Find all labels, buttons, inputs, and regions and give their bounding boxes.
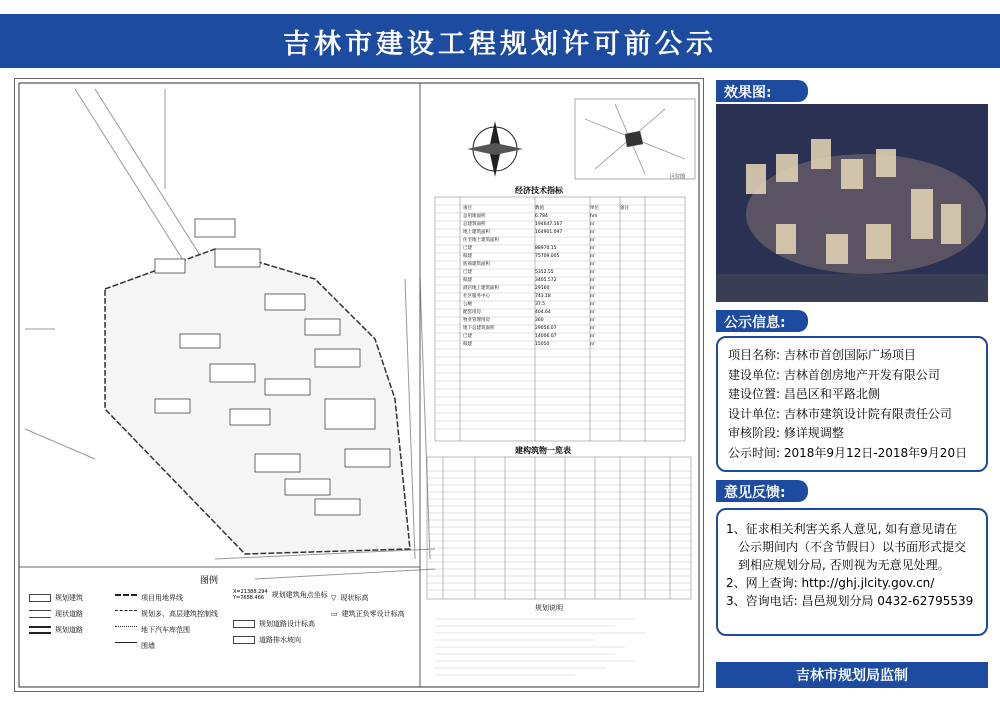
review-stage: 审核阶段: 修详规调整 [728,426,844,440]
legend-label: 规划多、高层建筑控制线 [141,610,218,618]
econ-cell: 194647.167 [535,222,563,227]
info-heading: 公示信息: [716,310,808,332]
econ-cell: 底商建筑面积 [463,262,490,267]
econ-cell: ㎡ [590,238,595,243]
econ-cell: 酒店地上建筑面积 [463,286,499,291]
location-map-label: 区位图 [670,174,686,180]
econ-cell: 360 [535,318,544,323]
legend-label: 围墙 [141,642,155,650]
legend-label: 道路排水坡向 [259,636,301,644]
econ-cell: 75709.005 [535,254,560,259]
econ-cell: 14006.07 [535,334,557,339]
planning-notes-title: 规划说明 [535,604,563,612]
legend-swatch [29,594,51,602]
econ-cell: ㎡ [590,326,595,331]
econ-cell: 拟建 [463,342,472,347]
site-plan-drawing [14,78,704,692]
planning-notes-lines [435,619,645,675]
econ-col-header: 单位 [590,206,599,211]
econ-table-row [463,293,693,301]
legend-swatch [115,610,137,618]
legend-label: 规划建筑角点坐标 [271,591,328,599]
econ-table-header [463,205,693,213]
econ-cell: 配套用房 [463,310,481,315]
elevation-marker-icon: ▽ [331,594,337,602]
north-arrow [467,121,523,177]
econ-cell: ㎡ [590,278,595,283]
econ-table-row [463,213,693,221]
effect-heading: 效果图: [716,80,808,102]
legend-label: 规划道路 [55,626,83,634]
econ-table-row [463,325,693,333]
building-table-title: 建构筑物一览表 [515,446,571,455]
econ-cell: 公厕 [463,302,472,307]
legend-road-elevation [233,619,315,629]
builder: 建设单位: 吉林首创房地产开发有限公司 [728,367,940,382]
legend-fence [115,641,155,651]
econ-cell: 164901.097 [535,230,563,235]
econ-cell: 已建 [463,270,472,275]
econ-cell: ㎡ [590,270,595,275]
legend-title: 图例 [200,576,219,586]
rendering-image [716,104,988,302]
econ-cell: 住宅地上建筑面积 [463,238,499,243]
legend-corner-coord [233,589,328,601]
econ-table-row [463,269,693,277]
header-banner [0,14,1000,68]
info-box [716,336,988,472]
coord-x-sample: X=21388.294 [233,589,268,595]
econ-cell: ㎡ [590,262,595,267]
coord-y-sample: Y=7658.466 [233,595,265,601]
econ-table-row [463,341,693,349]
econ-col-header: 项目 [463,206,472,211]
econ-cell: ㎡ [590,286,595,291]
legend-control-line [115,609,218,619]
econ-cell: ㎡ [590,342,595,347]
econ-cell: ㎡ [590,294,595,299]
econ-table-row [463,221,693,229]
feedback-item-1-line-3: 到相应规划分局, 否则视为无意见处理。 [738,558,950,572]
legend-drain-slope [233,635,301,645]
legend-land-boundary [115,593,183,603]
econ-table-row [463,245,693,253]
legend-swatch [115,642,137,650]
econ-cell: ㎡ [590,318,595,323]
legend-label: 规划建筑 [55,594,83,602]
rendering-svg [716,104,988,302]
legend-existing-elevation [331,593,368,603]
econ-cell: 总建筑面积 [463,222,486,227]
legend-garage-range [115,625,190,635]
econ-table [463,205,693,349]
legend-swatch [29,610,51,618]
project-name: 项目名称: 吉林市首创国际广场项目 [728,348,916,362]
econ-cell: 物业管理用房 [463,318,490,323]
feedback-item-3: 3、咨询电话: 昌邑规划分局 0432-62795539 [726,594,974,608]
econ-table-row [463,229,693,237]
designer: 设计单位: 吉林市建筑设计院有限责任公司 [728,406,952,421]
publicity-period: 公示时间: 2018年9月12日-2018年9月20日 [728,445,968,460]
footer-supervisor: 吉林市规划局监制 [716,662,988,688]
legend-swatch [115,626,137,634]
econ-cell: ㎡ [590,222,595,227]
econ-table-row [463,237,693,245]
econ-cell: ㎡ [590,310,595,315]
econ-table-row [463,261,693,269]
legend-label: 建筑正负零设计标高 [341,610,405,618]
econ-cell: ㎡ [590,230,595,235]
econ-cell: 社区服务中心 [463,294,490,299]
location-map [575,99,695,179]
econ-cell: 29160 [535,286,550,291]
legend-label: 现状标高 [340,594,369,602]
feedback-item-1-line-2: 公示期间内（不含节假日）以书面形式提交 [738,540,967,554]
econ-cell: ㎡ [590,254,595,259]
legend-label: 规划道路设计标高 [259,620,315,628]
econ-cell [535,261,590,269]
econ-table-row [463,253,693,261]
legend-label: 项目用地界线 [141,594,183,602]
econ-cell: 37.5 [535,302,546,307]
econ-cell: 5352.55 [535,270,554,275]
econ-cell: 88970.15 [535,246,557,251]
floor-elevation-marker-icon: ▭ [331,610,338,618]
feedback-box [716,508,988,636]
econ-cell: ㎡ [590,334,595,339]
econ-cell: 已建 [463,334,472,339]
econ-cell: ㎡ [590,302,595,307]
econ-cell: 总用地面积 [463,214,486,219]
econ-table-title: 经济技术指标 [515,186,563,195]
econ-table-row [463,285,693,293]
econ-cell: 3405.572 [535,278,557,283]
legend-existing-road [29,609,83,619]
legend-swatch [233,620,255,628]
econ-col-header: 数值 [535,206,544,211]
feedback-item-1-line-1: 1、征求相关利害关系人意见, 如有意见请在 [726,522,958,536]
right-panel [716,80,988,686]
legend-label: 现状道路 [55,610,83,618]
econ-table-row [463,317,693,325]
econ-cell: 743.18 [535,294,551,299]
econ-cell: ㎡ [590,246,595,251]
econ-cell: 404.64 [535,310,551,315]
legend-planned-road [29,625,83,635]
econ-table-row [463,301,693,309]
econ-table-row [463,333,693,341]
building-table-rows [427,471,691,590]
legend-floor-elevation [331,609,405,619]
feedback-heading: 意见反馈: [716,480,808,502]
legend-swatch [115,594,137,602]
econ-cell: 29056.07 [535,326,557,331]
econ-cell: 地上建筑面积 [463,230,490,235]
legend-label: 地下汽车库范围 [141,626,190,634]
feedback-item-2[interactable]: 2、网上查询: http://ghj.jlcity.gov.cn/ [726,576,935,590]
econ-cell [535,237,590,245]
econ-cell: 已建 [463,246,472,251]
econ-cell: hm [590,214,598,219]
legend-swatch [29,626,51,634]
page-title: 吉林市建设工程规划许可前公示 [283,28,717,60]
econ-table-row [463,277,693,285]
econ-cell: 拟建 [463,254,472,259]
econ-table-row [463,309,693,317]
location: 建设位置: 昌邑区和平路北侧 [728,387,880,401]
econ-cell: 地下总建筑面积 [463,326,495,331]
legend-swatch [233,636,255,644]
econ-cell: 拟建 [463,278,472,283]
building-table-grid [427,457,691,599]
econ-cell: 6.784 [535,214,548,219]
econ-cell: 15050 [535,342,550,347]
econ-col-header: 备注 [620,206,629,211]
legend-planned-building [29,593,83,603]
